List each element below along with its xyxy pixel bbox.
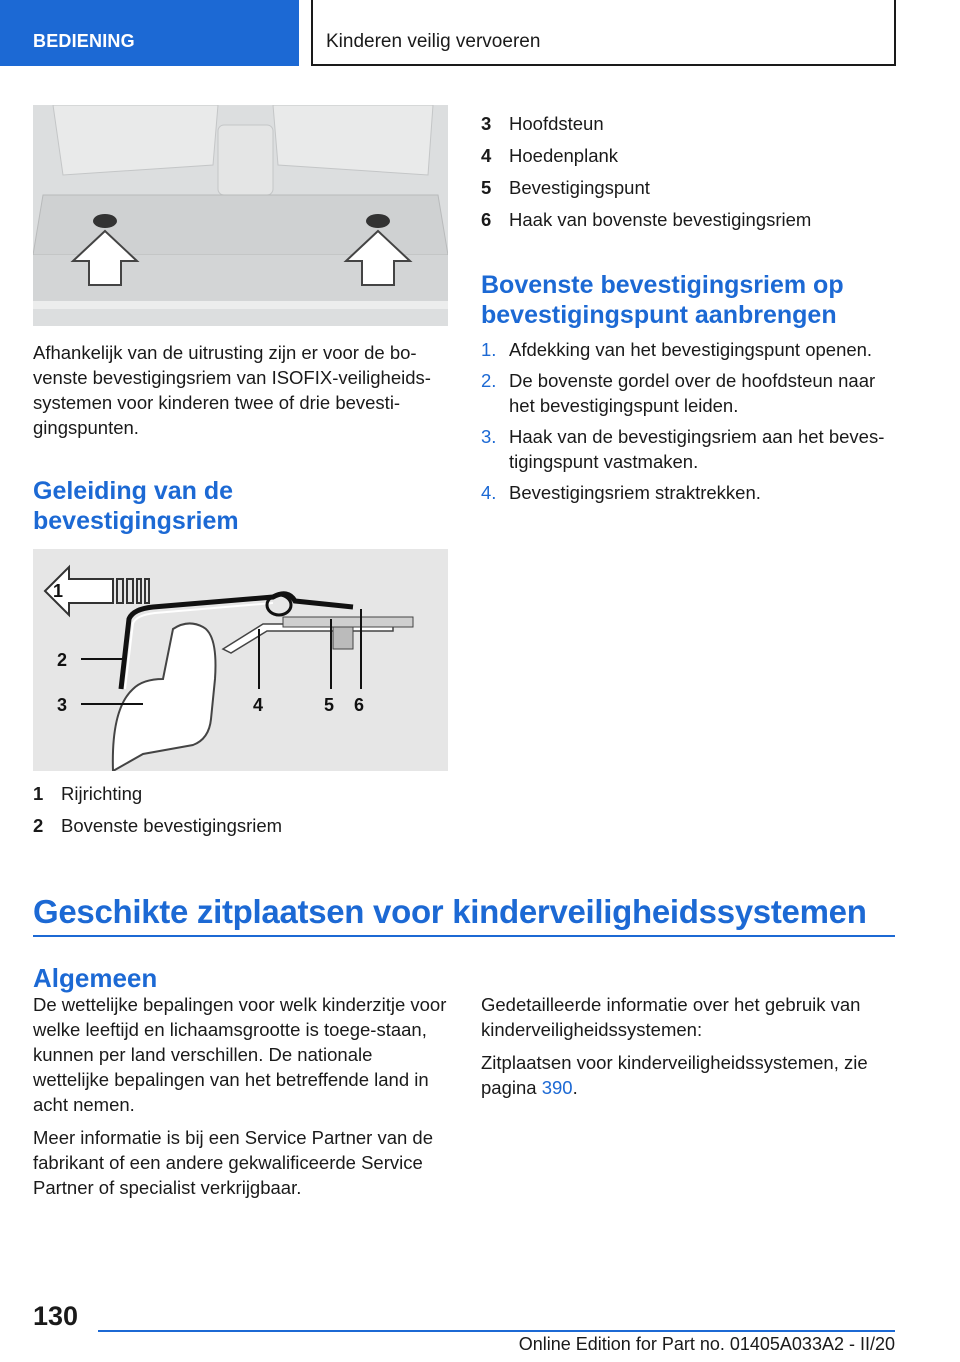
step-text: Afdekking van het bevestigingspunt openen. — [509, 339, 873, 360]
chapter-title: Kinderen veilig vervoeren — [311, 0, 896, 66]
legend-text: Rijrichting — [61, 783, 143, 804]
footer-divider — [98, 1330, 895, 1332]
detail-paragraph: Gedetailleerde informatie over het gebruik van kinderveiligheidssystemen: — [481, 994, 861, 1040]
step-text: De bovenste gordel over de hoofdsteun naar het bevestigingspunt leiden. — [509, 370, 876, 416]
legend-text: Hoedenplank — [509, 145, 619, 166]
legend-text: Bevestigingspunt — [509, 177, 650, 198]
diagram-label-5: 5 — [324, 695, 335, 715]
step-item — [481, 368, 896, 418]
step-number: 4. — [481, 482, 497, 503]
reference-paragraph — [481, 1050, 896, 1100]
step-text: Haak van de bevestigingsriem aan het beves-tigingspunt vastmaken. — [509, 426, 885, 472]
page-link[interactable]: 390 — [541, 1077, 573, 1098]
heading-attach-belt — [481, 270, 896, 330]
legend-number: 1 — [33, 783, 44, 804]
subheading-general: Algemeen — [33, 963, 158, 993]
reference-suffix: . — [572, 1077, 578, 1098]
legend-number: 2 — [33, 815, 44, 836]
legend-text: Haak van bovenste bevestigingsriem — [509, 209, 812, 230]
legend-text: Bovenste bevestigingsriem — [61, 815, 283, 836]
step-number: 3. — [481, 426, 497, 447]
section-tab: BEDIENING — [0, 0, 299, 66]
belt-routing-diagram — [33, 549, 448, 771]
step-item — [481, 480, 896, 505]
diagram-label-1: 1 — [53, 581, 64, 601]
legend-right — [481, 108, 896, 236]
diagram-label-4: 4 — [253, 695, 264, 715]
legend-number: 5 — [481, 177, 492, 198]
intro-paragraph: Afhankelijk van de uitrusting zijn er voor de bo-venste bevestigingsriem van ISOFIX-veiligheids-systemen voor kinderen twee of drie bevesti-gingspunten. — [33, 342, 431, 438]
page-number: 130 — [33, 1301, 79, 1331]
legend-item — [481, 204, 896, 236]
diagram-label-6: 6 — [354, 695, 365, 715]
general-paragraph-1: De wettelijke bepalingen voor welk kinderzitje voor welke leeftijd en lichaamsgrootte is toege-staan, kunnen per land verschillen. De nationale wettelijke bepalingen van het betreffende land in acht nemen. — [33, 994, 447, 1115]
edition-note: Online Edition for Part no. 01405A033A2 - II/20 — [518, 1334, 895, 1354]
legend-text: Hoofdsteun — [509, 113, 604, 134]
diagram-label-3: 3 — [57, 695, 68, 715]
legend-item — [33, 778, 448, 810]
step-item — [481, 424, 896, 474]
general-paragraph-2: Meer informatie is bij een Service Partner van de fabrikant of een andere gekwalificeerde Service Partner of specialist verkrijgbaar. — [33, 1127, 433, 1198]
legend-left — [33, 778, 448, 842]
legend-item — [481, 108, 896, 140]
legend-number: 4 — [481, 145, 492, 166]
step-number: 1. — [481, 339, 497, 360]
reference-text: Zitplaatsen voor kinderveiligheidssystemen, zie pagina — [481, 1052, 868, 1098]
heading-line-1: Geleiding van de — [33, 477, 234, 505]
heading-line-1: Bovenste bevestigingsriem op — [481, 271, 844, 299]
step-item — [481, 337, 896, 362]
rear-shelf-photo — [33, 105, 448, 326]
legend-number: 6 — [481, 209, 492, 230]
legend-item — [33, 810, 448, 842]
step-number: 2. — [481, 370, 497, 391]
step-text: Bevestigingsriem straktrekken. — [509, 482, 761, 503]
diagram-label-2: 2 — [57, 650, 68, 670]
step-list — [481, 337, 896, 511]
legend-item — [481, 172, 896, 204]
heading-belt-routing — [33, 476, 448, 536]
legend-item — [481, 140, 896, 172]
heading-line-2: bevestigingsriem — [33, 507, 239, 535]
section-title: Geschikte zitplaatsen voor kinderveiligheidssystemen — [33, 893, 867, 930]
heading-line-2: bevestigingspunt aanbrengen — [481, 301, 837, 329]
section-divider — [33, 935, 895, 937]
legend-number: 3 — [481, 113, 492, 134]
